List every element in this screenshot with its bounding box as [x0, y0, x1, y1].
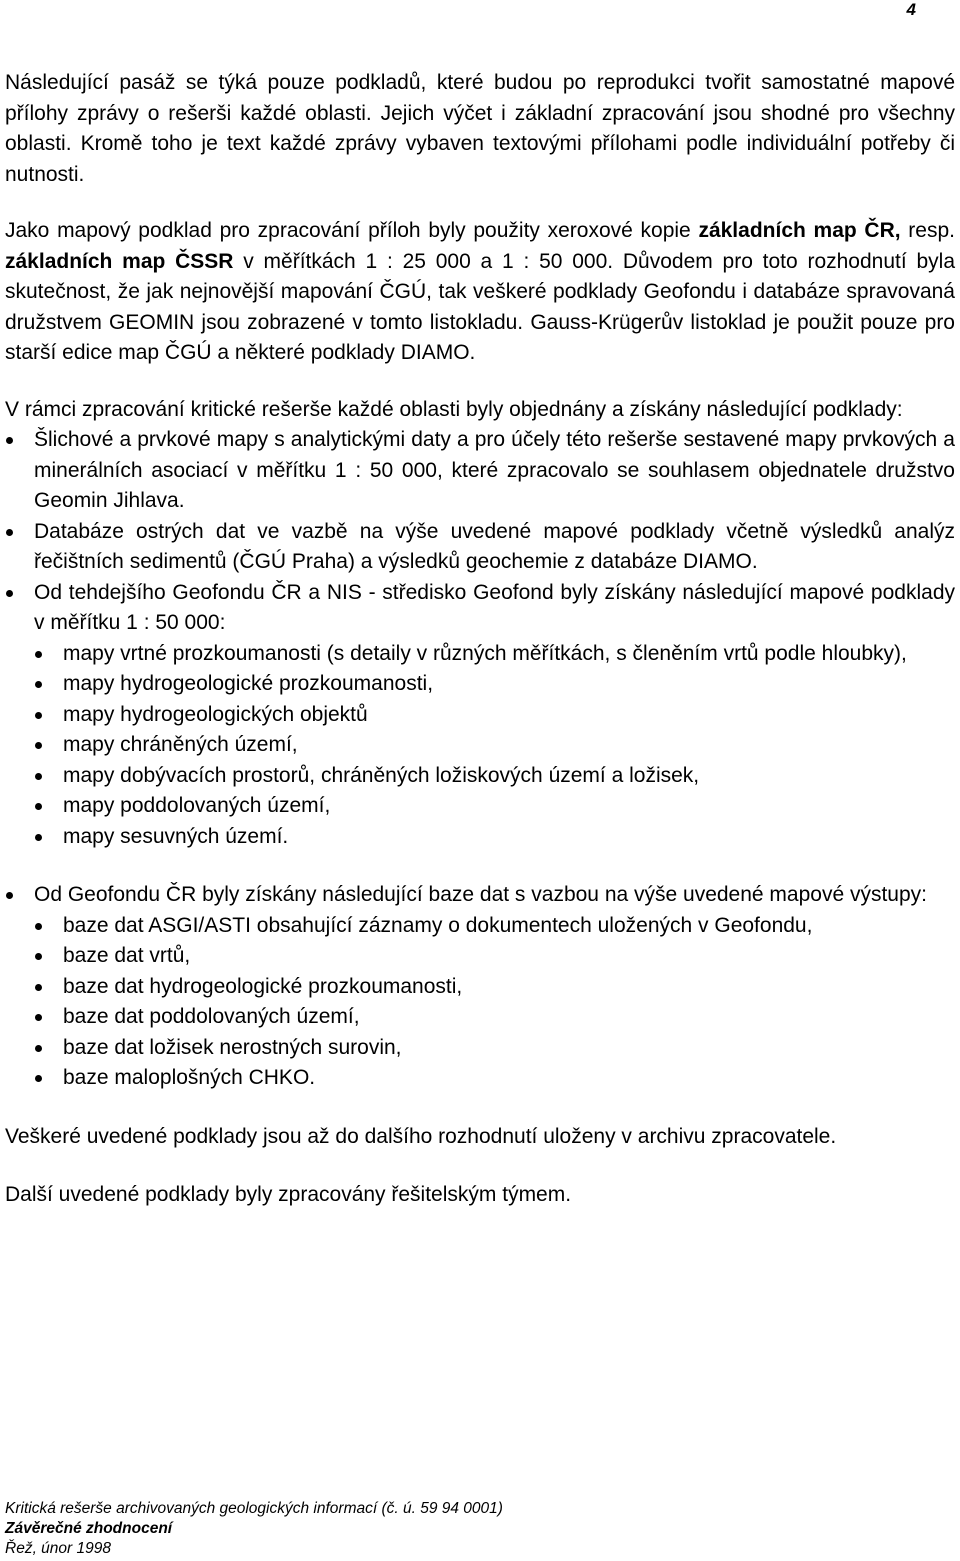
sublist-databases: [34, 911, 955, 1094]
sublist-item: mapy hydrogeologických objektů: [34, 700, 955, 731]
emphasis-basic-maps-cr: základních map ČR,: [698, 219, 901, 242]
sublist-item: baze dat ASGI/ASTI obsahující záznamy o dokumentech uložených v Geofondu,: [34, 911, 955, 942]
page-number: 4: [906, 0, 916, 19]
sublist-map-documents: [34, 639, 955, 853]
sublist-item: mapy vrtné prozkoumanosti (s detaily v různých měřítkách, s členěním vrtů podle hloubky),: [34, 639, 955, 670]
text-run: Jako mapový podklad pro zpracování příloh byly použity xeroxové kopie: [5, 219, 699, 242]
sublist-item: baze dat ložisek nerostných surovin,: [34, 1033, 955, 1064]
sublist-item: baze dat vrtů,: [34, 941, 955, 972]
list-item-text: Databáze ostrých dat ve vazbě na výše uvedené mapové podklady včetně výsledků analýz řečištních sedimentů (ČGÚ Praha) a výsledků geochemie z databáze DIAMO.: [34, 519, 955, 573]
footer-project-title: Kritická rešerše archivovaných geologických informací (č. ú. 59 94 0001): [5, 1500, 503, 1517]
paragraph-team: Další uvedené podklady byly zpracovány řešitelským týmem.: [5, 1183, 572, 1206]
footer-report-title: Závěrečné zhodnocení: [5, 1520, 173, 1537]
sublist-item: baze dat poddolovaných území,: [34, 1002, 955, 1033]
emphasis-basic-maps-cssr: základních map ČSSR: [5, 249, 234, 273]
paragraph-archive: Veškeré uvedené podklady jsou až do dalšího rozhodnutí uloženy v archivu zpracovatele.: [5, 1124, 837, 1148]
page-footer: [5, 1499, 503, 1559]
list-item: [5, 517, 955, 578]
sublist-item: mapy dobývacích prostorů, chráněných ložiskových území a ložisek,: [34, 761, 955, 792]
sublist-item: mapy sesuvných území.: [34, 822, 955, 853]
sources-list: [5, 425, 955, 1094]
list-item: [5, 425, 955, 517]
paragraph-intro: Následující pasáž se týká pouze podkladů, které budou po reprodukci tvořit samostatné mapové přílohy zprávy o rešerši každé oblasti. Jejich výčet i základní zpracování jsou shodné pro všechny oblasti. Kromě toho je text každé zprávy vybaven textovými přílohami podle individuální potřeby či nutnosti.: [5, 71, 955, 186]
sublist-item: baze maloplošných CHKO.: [34, 1063, 955, 1094]
sublist-item: mapy chráněných území,: [34, 730, 955, 761]
list-item: [5, 880, 955, 1094]
list-item-text: Od tehdejšího Geofondu ČR a NIS - středisko Geofond byly získány následující mapové podklady v měřítku 1 : 50 000:: [34, 580, 955, 634]
sublist-item: mapy poddolovaných území,: [34, 791, 955, 822]
paragraph-map-basis: [5, 216, 955, 369]
sublist-item: baze dat hydrogeologické prozkoumanosti,: [34, 972, 955, 1003]
list-item-text: Od Geofondu ČR byly získány následující baze dat s vazbou na výše uvedené mapové výstupy:: [34, 883, 928, 906]
list-item: [5, 578, 955, 853]
document-body: [5, 68, 955, 1211]
text-run: resp.: [900, 219, 955, 242]
paragraph-sources-intro: V rámci zpracování kritické rešerše každé oblasti byly objednány a získány následující podklady:: [5, 397, 903, 421]
list-item-text: Šlichové a prvkové mapy s analytickými daty a pro účely této rešerše sestavené mapy prvkových a minerálních asociací v měřítku 1 : 50 000, které zpracovalo se souhlasem objednatele družstvo Geomin Jihlava.: [34, 428, 955, 512]
sublist-item: mapy hydrogeologické prozkoumanosti,: [34, 669, 955, 700]
footer-place-date: Řež, únor 1998: [5, 1540, 111, 1557]
text-run: v měřítkách 1 : 25 000 a 1 : 50 000. Důvodem pro toto rozhodnutí byla skutečnost, že jak nejnovější mapování ČGÚ, tak veškeré podklady Geofondu i databáze spravovaná družstvem GEOMIN jsou zobrazené v tomto listokladu. Gauss-Krügerův listoklad je použit pouze pro starší edice map ČGÚ a některé podklady DIAMO.: [5, 249, 956, 364]
